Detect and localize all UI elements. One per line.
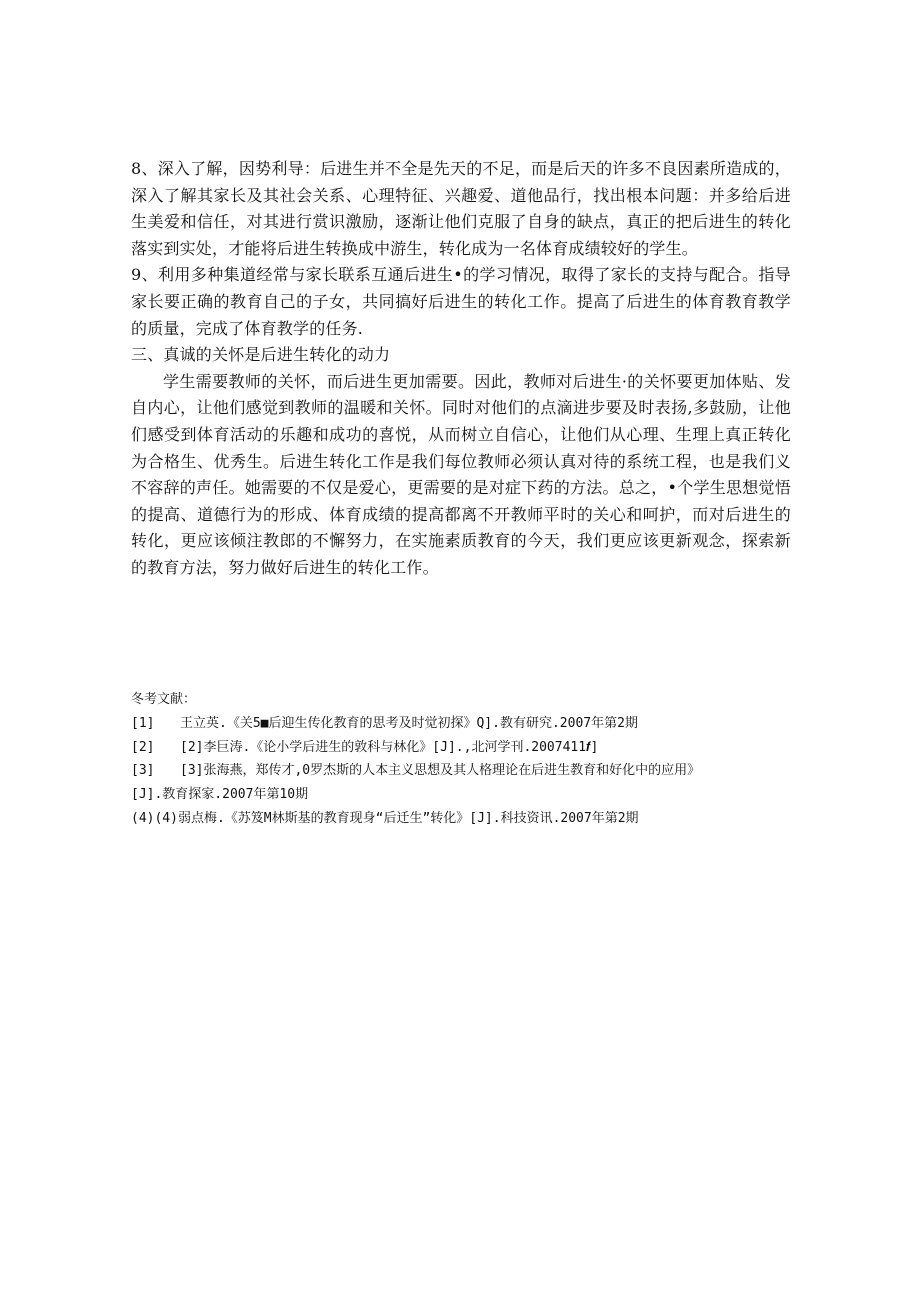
paragraph-8: 8、深入了解，因势利导：后进生并不全是先天的不足，而是后天的许多不良因素所造成的，深入了解其家长及其社会关系、心理特征、兴趣爱、道他品行，找出根本问题：并多给后进生美爱和信任，对其进行赏识激励，逐渐让他们克服了自身的缺点，真正的把后进生的转化落实到实处，才能将后进生转换成中游生，转化成为一名体育成绩较好的学生。: [131, 159, 791, 258]
reference-item-3: [131, 759, 811, 783]
reference-item-2: [131, 736, 811, 760]
reference-text: [2]李巨涛.《论小学后进生的敦科与林化》[J].,北河学刊.2007411𝒇]: [180, 739, 599, 755]
section-3-body: 学生需要教师的关怀，而后进生更加需要。因此，教师对后进生·的关怀要更加体贴、发自内心，让他们感觉到教师的温暖和关怀。同时对他们的点滴进步要及时表扬,多鼓励，让他们感受到体育活动的乐趣和成功的喜悦，从而树立自信心，让他们从心理、生理上真正转化为合格生、优秀生。后进生转化工作是我们每位教师必须认真对待的系统工程，也是我们义不容辞的声任。她需要的不仅是爱心，更需要的是对症下药的方法。总之，•个学生思想觉悟的提高、道德行为的形成、体育成绩的提高都离不开教师平时的关心和呵护，而对后进生的转化，更应该倾注教郎的不懈努力，在实施素质教育的今天，我们更应该更新观念，探索新的教育方法，努力做好后进生的转化工作。: [131, 371, 791, 577]
reference-item-1: [131, 712, 811, 736]
reference-text: [J].教育探家.2007年第10期: [131, 787, 309, 803]
references: [131, 688, 811, 831]
body-text: [131, 156, 791, 582]
references-heading: 冬考文献：: [131, 692, 197, 707]
reference-item-3-continued: [131, 783, 811, 807]
reference-text: [3]张海燕，郑传才,0罗杰斯的人本主义思想及其人格理论在后进生教育和好化中的应用》: [180, 763, 701, 779]
reference-text: (4)(4)弱点梅.《苏笈M林斯基的教育现身“后迁生”转化》[J].科技资讯.2007年第2期: [131, 810, 639, 826]
reference-number: [3]: [131, 763, 155, 779]
reference-number: [1]: [131, 715, 155, 731]
paragraph-9: 9、利用多种集道经常与家长联系互通后进生•的学习情况，取得了家长的支持与配合。指导家长要正确的教育自己的子女，共同搞好后进生的转化工作。提高了后进生的体育教育教学的质量，完成了体育教学的任务.: [131, 265, 791, 338]
reference-text: 王立英.《关5■后迎生传化教育的思考及时觉初探》Q].教有研究.2007年第2期: [180, 715, 638, 731]
reference-item-4: [131, 807, 811, 831]
reference-number: [2]: [131, 739, 155, 755]
section-3-heading: 三、真诚的关怀是后进生转化的动力: [131, 345, 391, 365]
